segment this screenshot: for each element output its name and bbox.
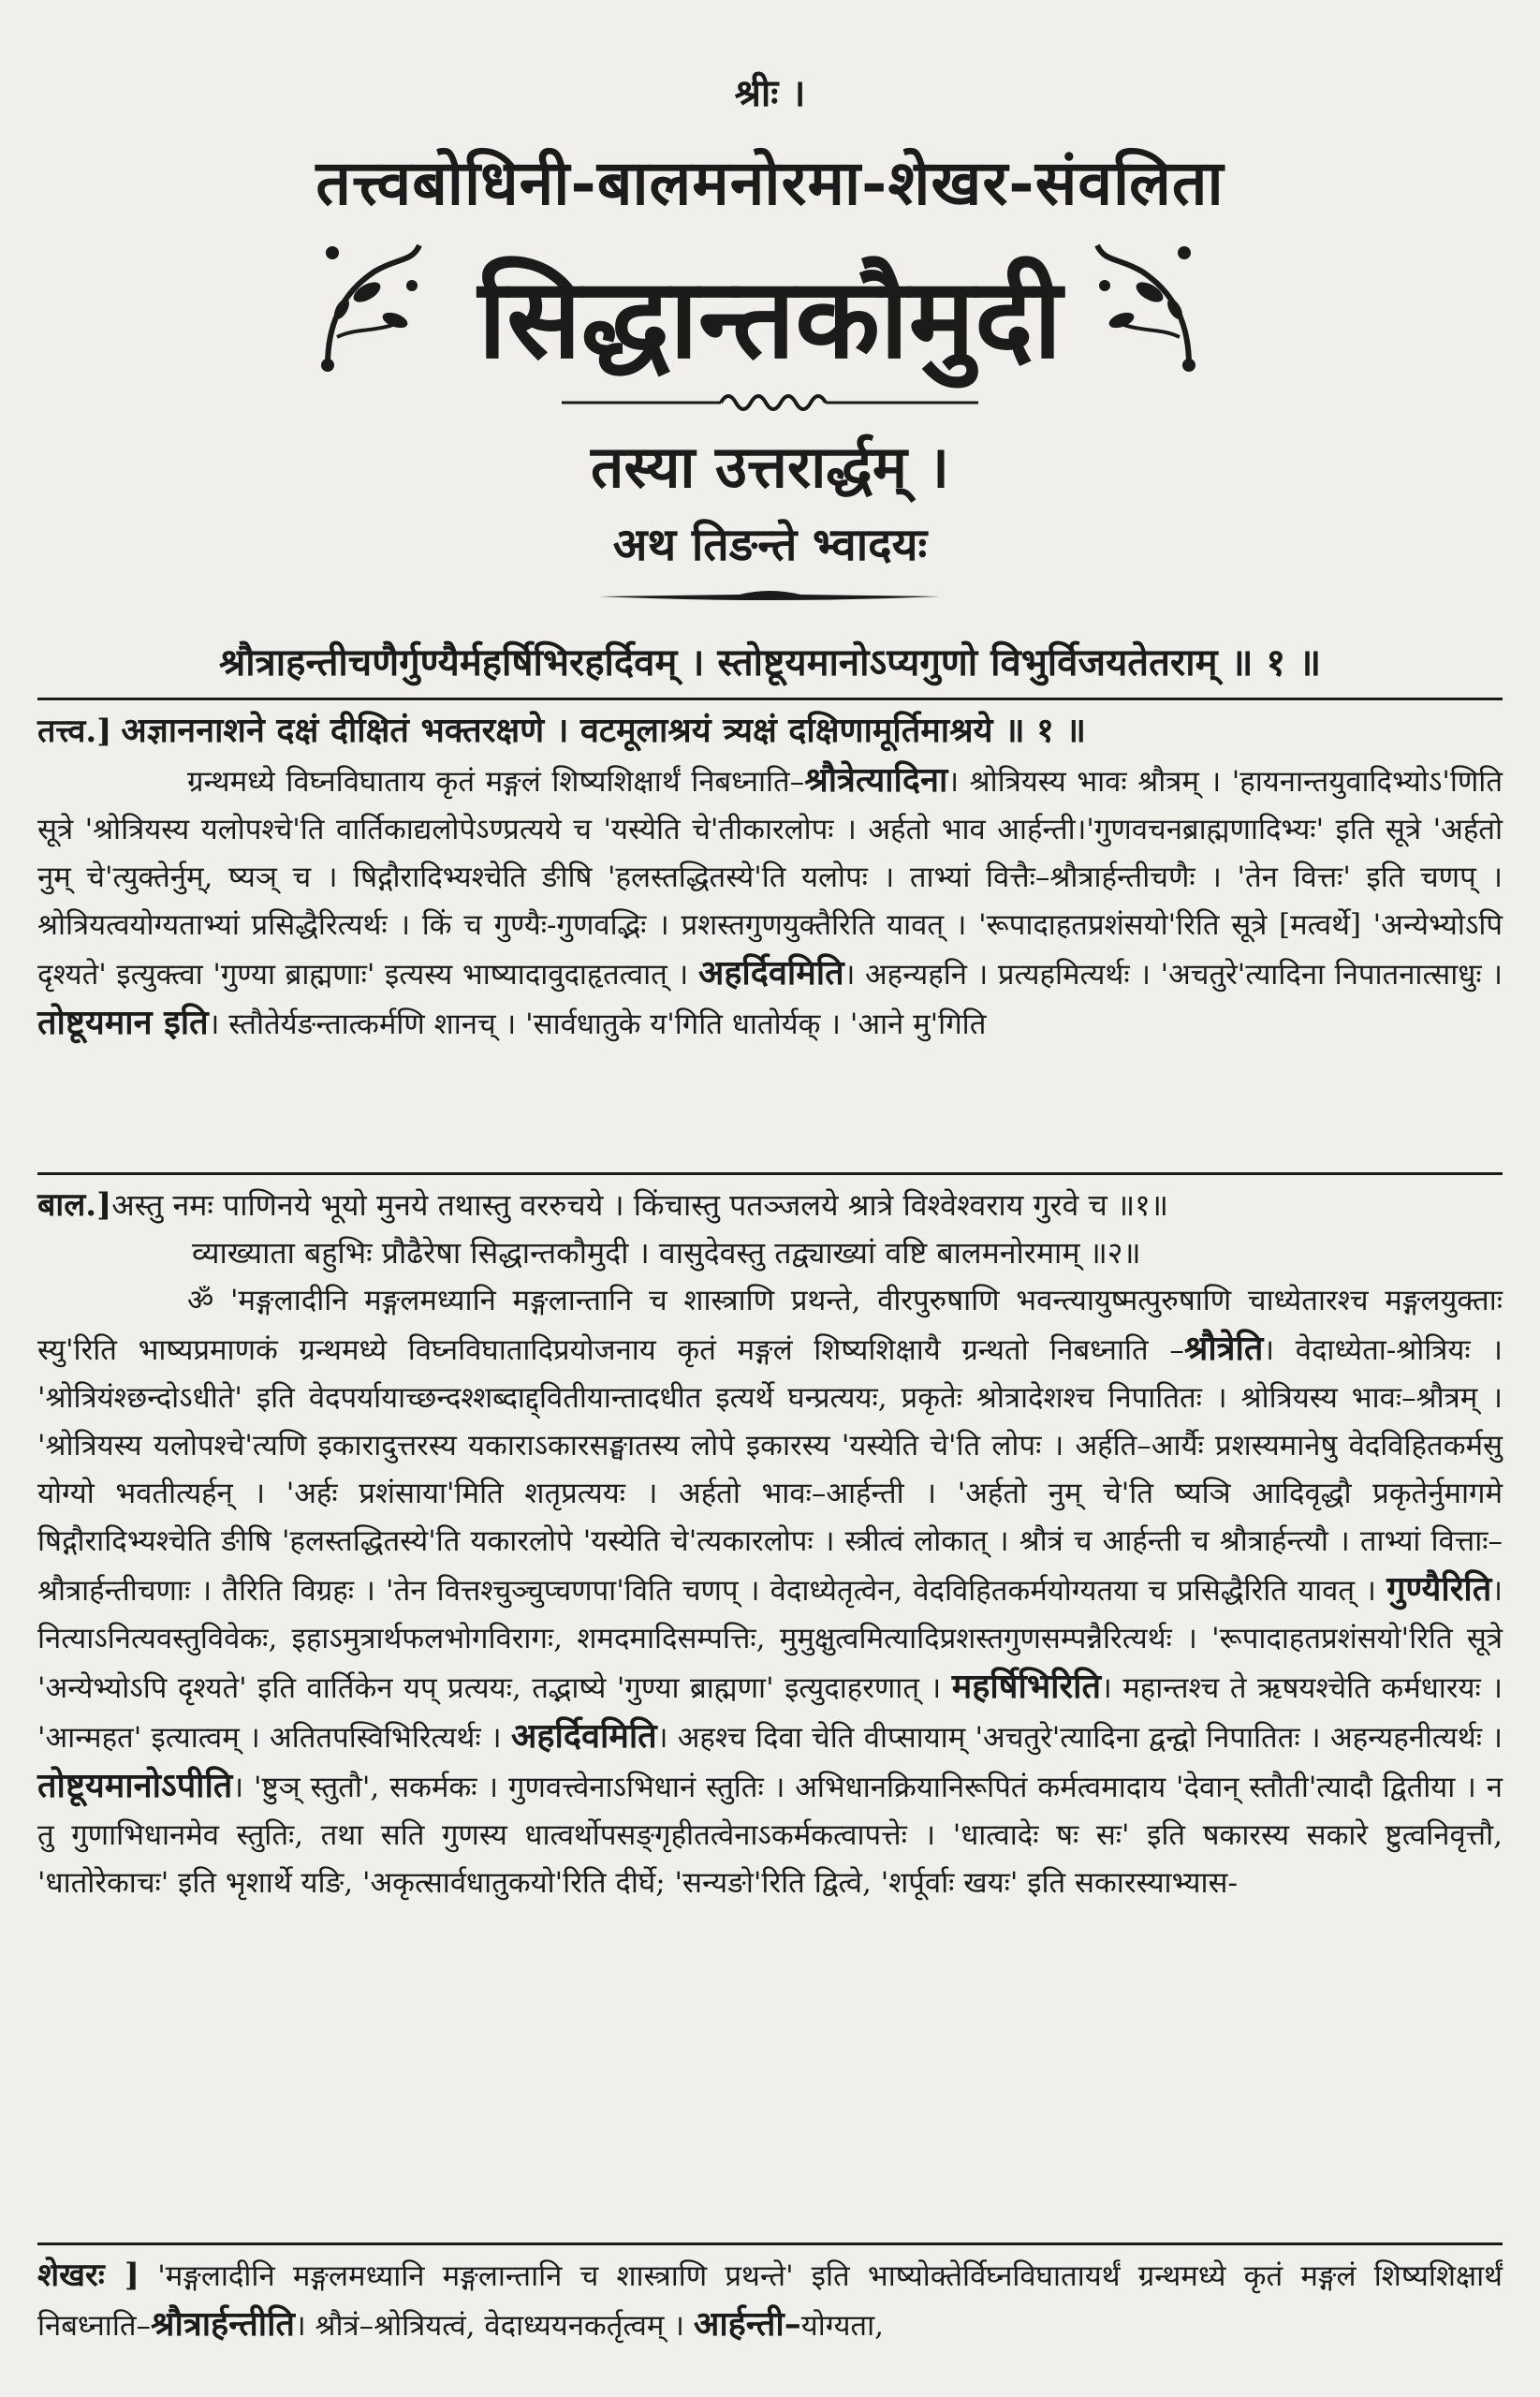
bala-paragraph (37, 1277, 1503, 1907)
shri-invocation: श्रीः । (734, 71, 806, 115)
bala-text-1: ॐ 'मङ्गलादीनि मङ्गलमध्यानि मङ्गलान्तानि च शास्त्राणि प्रथन्ते, वीरपुरुषाणि भवन्त्यायुष्मत्पुरुषाणि चाध्येतारश्च मङ्गलयुक्ताः स्यु'रिति भाष्यप्रमाणकं ग्रन्थमध्ये विघ्नविघातादिप्रयोजनाय कृतं मङ्गलं शिष्यशिक्षायै ग्रन्थतो निबध्नाति – (37, 1284, 1503, 1367)
bala-keyword-5: तोष्टूयमानोऽपीति (37, 1766, 233, 1805)
tattva-keyword-1: श्रौत्रेत्यादिना (804, 760, 948, 800)
bala-text-3: । नित्याऽनित्यवस्तुविवेकः, इहाऽमुत्रार्थफलभोगविरागः, शमदमादिसम्पत्तिः, मुमुक्षुत्वमित्यादिप्रशस्तगुणसम्पन्नैरित्यर्थः । 'रूपादाहतप्रशंसयो'रिति सूत्रे 'अन्येभ्योऽपि दृश्यते' इति वार्तिकेन यप् प्रत्ययः, तद्भाष्ये 'गुण्या ब्राह्मणा' इत्युदाहरणात् । (37, 1574, 1503, 1705)
bala-label: बाल.] (37, 1186, 112, 1224)
bala-verse-1-text: अस्तु नमः पाणिनये भूयो मुनये तथास्तु वररुचये । किंचास्तु पतञ्जलये श्रात्रे विश्वेश्वराय गुरवे च ॥१॥ (111, 1187, 1168, 1223)
tattva-invocation-verse: अज्ञाननाशने दक्षं दीक्षितं भक्तरक्षणे । वटमूलाश्रयं त्र्यक्षं दक्षिणामूर्तिमाश्रये ॥ १ ॥ (121, 711, 1086, 750)
tattva-keyword-3: तोष्टूयमान इति (37, 1003, 209, 1042)
divider-3 (37, 2243, 1503, 2245)
book-title: सिद्धान्तकौमुदी (477, 253, 1063, 383)
shekhara-text-1: 'मङ्गलादीनि मङ्गलमध्यानि मङ्गलान्तानि च शास्त्राणि प्रथन्ते' इति भाष्योक्तेर्विघ्नविघातायर्थं ग्रन्थमध्ये कृतं मङ्गलं शिष्यशिक्षार्थं निबध्नाति– (37, 2259, 1503, 2343)
tattva-paragraph (37, 757, 1503, 1049)
divider-2 (37, 1172, 1503, 1175)
mula-verse: श्रौत्राहन्तीचणैर्गुण्यैर्महर्षिभिरहर्दिवम् । स्तोष्टूयमानोऽप्यगुणो विभुर्विजयतेतराम् ॥ १ ॥ (218, 640, 1322, 684)
main-title: तत्त्वबोधिनी-बालमनोरमा-शेखर-संवलिता (315, 146, 1225, 219)
bala-verse-1 (37, 1182, 1503, 1229)
tattvabodhini-commentary (37, 707, 1503, 1049)
tattva-text-4: । स्तौतेर्यङन्तात्कर्मणि शानच् । 'सार्वधातुके य'गिति धातोर्यक् । 'आने मु'गिति (208, 1007, 987, 1041)
bala-text-5: । अहश्च दिवा चेति वीप्सायाम् 'अचतुरे'त्यादिना द्वन्द्वो निपातितः । अहन्यहनीत्यर्थः । (656, 1721, 1503, 1755)
floral-ornament-right-icon (1086, 234, 1208, 375)
tattva-text-3: । अहन्यहनि । प्रत्यहमित्यर्थः । 'अचतुरे'त्यादिना निपातनात्साधुः । (843, 958, 1503, 992)
bala-keyword-4: अहर्दिवमिति (510, 1716, 657, 1756)
shekhara-commentary (37, 2252, 1503, 2350)
bala-keyword-2: गुण्यैरिति (1386, 1569, 1492, 1609)
bala-verse-2: व्याख्याता बहुभिः प्रौढैरेषा सिद्धान्तकौमुदी । वासुदेवस्तु तद्व्याख्यां वष्टि बालमनोरमाम् ॥२॥ (192, 1235, 1141, 1271)
shekhara-paragraph (37, 2252, 1503, 2350)
bala-text-6: । 'ष्टुञ् स्तुतौ', सकर्मकः । गुणवत्त्वेनाऽभिधानं स्तुतिः । अभिधानक्रियानिरूपितं कर्मत्वमादाय 'देवान् स्तौती'त्यादौ द्वितीया । न तु गुणाभिधानमेव स्तुतिः, तथा सति गुणस्य धात्वर्थोपसङ्गृहीतत्वेनाऽकर्मकत्वापत्तेः । 'धात्वादेः षः सः' इति षकारस्य सकारे ष्टुत्वनिवृत्तौ, 'धातोरेकाचः' इति भृशार्थे यङि, 'अकृत्सार्वधातुकयो'रिति दीर्घे; 'सन्यङो'रिति द्वित्वे, 'शर्पूर्वाः खयः' इति सकारस्याभ्यास- (37, 1771, 1503, 1900)
bala-keyword-3: महर्षिभिरिति (951, 1667, 1102, 1706)
subtitle: तस्या उत्तरार्द्धम् । (591, 433, 949, 501)
tattva-text-2: । श्रोत्रियस्य भावः श्रौत्रम् । 'हायनान्तयुवादिभ्योऽ'णिति सूत्रे 'श्रोत्रियस्य यलोपश्चे'ति वार्तिकाद्यलोपेऽण्प्रत्यये च 'यस्येति चे'तीकारलोपः । अर्हतो भाव आर्हन्ती।'गुणवचनब्राह्मणादिभ्यः' इति सूत्रे 'अर्हतो नुम् चे'त्युक्तेर्नुम्, ष्यञ् च । षिद्गौरादिभ्यश्चेति ङीषि 'हलस्तद्धितस्ये'ति यलोपः । ताभ्यां वित्तैः–श्रौत्रार्हन्तीचणैः । 'तेन वित्तः' इति चणप् । श्रोत्रियत्वयोग्यताभ्यां प्रसिद्धैरित्यर्थः । किं च गुण्यैः-गुणवद्भिः । प्रशस्तगुणयुक्तैरिति यावत् । 'रूपादाहतप्रशंसयो'रिति सूत्रे [मत्वर्थे] 'अन्येभ्योऽपि दृश्यते' इत्युक्त्वा 'गुण्या ब्राह्मणाः' इत्यस्य भाष्यादावुदाहृतत्वात् । (37, 765, 1503, 992)
decorative-rule-icon (599, 585, 941, 608)
balamanorama-commentary (37, 1182, 1503, 1907)
decorative-squiggle-icon (562, 384, 978, 421)
shekhara-text-3: योग्यता, (800, 2309, 884, 2343)
bala-keyword-1: श्रौत्रेति (1183, 1329, 1264, 1368)
divider-1 (37, 698, 1503, 700)
bala-text-4: । महान्तश्च ते ऋषयश्चेति कर्मधारयः । 'आन्महत' इत्यात्वम् । अतितपस्विभिरित्यर्थः । (37, 1671, 1503, 1755)
tattva-text-1: ग्रन्थमध्ये विघ्नविघाताय कृतं मङ्गलं शिष्यशिक्षार्थं निबध्नाति– (187, 765, 805, 799)
bala-text-2: । वेदाध्येता-श्रोत्रियः । 'श्रोत्रियंश्छन्दोऽधीते' इति वेदपर्यायाच्छन्दश्शब्दाद्द्वितीयान्तादधीत इत्यर्थे घन्प्रत्ययः, प्रकृतेः श्रोत्रादेशश्च निपातितः । श्रोत्रियस्य भावः–श्रौत्रम् । 'श्रोत्रियस्य यलोपश्चे'त्यणि इकारादुत्तरस्य यकाराऽकारसङ्घातस्य लोपे इकारस्य 'यस्येति चे'ति लोपः । अर्हति–आर्यैः प्रशस्यमानेषु वेदविहितकर्मसु योग्यो भवतीत्यर्हन् । 'अर्हः प्रशंसाया'मिति शतृप्रत्ययः । अर्हतो भावः–आर्हन्ती । 'अर्हतो नुम् चे'ति ष्यञि आदिवृद्धौ प्रकृतेर्नुमागमे षिद्गौरादिभ्यश्चेति ङीषि 'हलस्तद्धितस्ये'ति यकारलोपे 'यस्येति चे'त्यकारलोपः । स्त्रीत्वं लोकात् । श्रौत्रं च आर्हन्ती च श्रौत्रार्हन्त्यौ । ताभ्यां वित्ताः–श्रौत्रार्हन्तीचणाः । तैरिति विग्रहः । 'तेन वित्तश्चुञ्चुप्चणपा'विति चणप् । वेदाध्येतृत्वेन, वेदविहितकर्मयोग्यतया च प्रसिद्धैरिति यावत् । (37, 1333, 1503, 1608)
tattva-keyword-2: अहर्दिवमिति (697, 953, 844, 993)
tattva-first-line (37, 707, 1503, 757)
section-heading: अथ तिङन्ते भ्वादयः (612, 519, 928, 571)
shekhara-keyword-1: श्रौत्रार्हन्तीति (151, 2304, 295, 2344)
shekhara-keyword-2: आर्हन्ती– (693, 2304, 801, 2344)
shekhara-label: शेखरः ] (37, 2257, 139, 2294)
tattva-label: तत्त्व.] (37, 713, 112, 750)
shekhara-text-2: । श्रौत्रं–श्रोत्रियत्वं, वेदाध्ययनकर्तृत्वम् । (294, 2309, 685, 2343)
